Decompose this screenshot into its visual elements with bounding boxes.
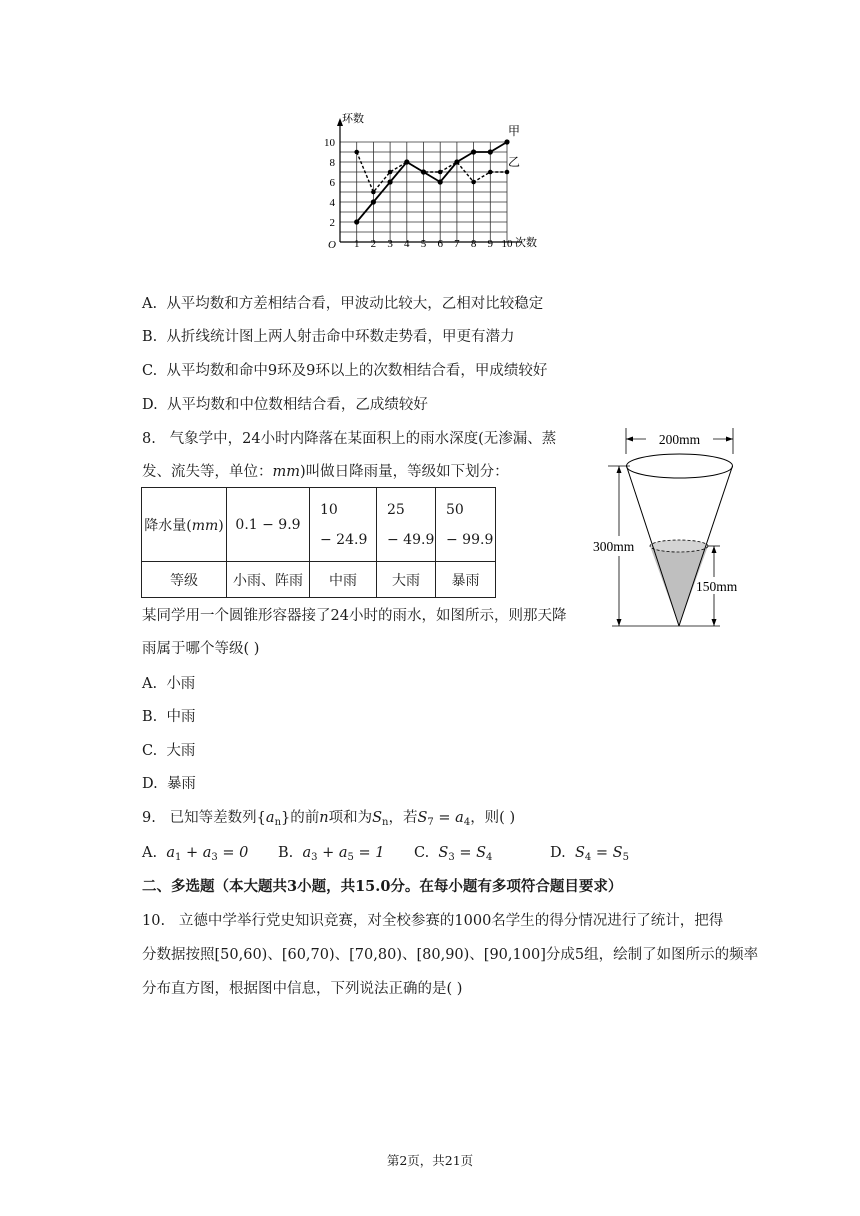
x-axis-label: 次数 — [515, 237, 537, 249]
table-head-rainfall: 降水量(mm) — [142, 488, 227, 562]
q10-stem-line3: 分布直方图，根据图中信息，下列说法正确的是( ) — [142, 981, 463, 997]
q8-option-a: A. 小雨 — [142, 676, 196, 692]
shooting-line-chart — [316, 108, 548, 256]
cone-water-height-label: 150mm — [696, 579, 738, 594]
q10-stem-line1: 10. 立德中学举行党史知识竞赛，对全校参赛的1000名学生的得分情况进行了统计，把得 — [142, 913, 724, 929]
cone-container-diagram — [590, 424, 760, 634]
y-tick-label: 10 — [324, 137, 335, 149]
cone-top-width-label: 200mm — [658, 432, 701, 447]
q10-stem-line2: 分数据按照[50,60)、[60,70)、[70,80)、[80,90)、[90,100]分成5组，绘制了如图所示的频率 — [142, 947, 759, 963]
table-grade-3: 大雨 — [377, 562, 436, 598]
x-tick-label: 10 — [501, 238, 513, 250]
table-grade-1: 小雨、阵雨 — [227, 562, 310, 598]
series-yi-label: 乙 — [508, 155, 521, 169]
series-jia-point — [488, 149, 493, 154]
q9-stem: 9. 已知等差数列$\{a_n\}$的前n项和为$S_n$，若$S_7 = a_4$，则( ) — [142, 810, 516, 828]
section-heading-multiple-choice: 二、多选题（本大题共3小题，共15.0分。在每小题有多项符合题目要求） — [142, 878, 623, 895]
x-tick-label: 9 — [487, 238, 494, 250]
series-yi-point — [405, 160, 410, 165]
series-jia-point — [438, 179, 443, 184]
x-tick-label: 4 — [404, 238, 410, 250]
series-yi-point — [421, 170, 426, 175]
series-yi-point — [471, 180, 476, 185]
y-tick-label: 8 — [329, 157, 335, 169]
q8-stem-line3: 某同学用一个圆锥形容器接了24小时的雨水，如图所示，则那天降 — [142, 608, 567, 624]
q8-option-b: B. 中雨 — [142, 709, 196, 725]
x-tick-label: 1 — [353, 238, 360, 250]
series-jia-label: 甲 — [508, 124, 521, 138]
series-jia-point — [388, 179, 393, 184]
table-range-4: 50 − 99.9 — [436, 488, 496, 562]
q7-option-a: A. 从平均数和方差相结合看，甲波动比较大，乙相对比较稳定 — [142, 296, 544, 312]
table-grade-label: 等级 — [142, 562, 227, 598]
cone-height-label: 300mm — [593, 539, 635, 554]
q9-option-d: D. $S_4 = S_5$ — [550, 845, 629, 863]
x-tick-label: 8 — [470, 238, 477, 250]
series-jia-point — [504, 139, 509, 144]
x-tick-label: 2 — [370, 238, 377, 250]
series-jia-point — [354, 219, 359, 224]
y-tick-label: 2 — [329, 217, 335, 229]
q7-option-c: C. 从平均数和命中9环及9环以上的次数相结合看，甲成绩较好 — [142, 363, 548, 379]
q8-stem-line1: 8. 气象学中，24小时内降落在某面积上的雨水深度(无渗漏、蒸 — [142, 431, 557, 447]
table-grade-2: 中雨 — [310, 562, 377, 598]
series-yi-point — [388, 170, 393, 175]
y-tick-label: 6 — [329, 177, 335, 189]
table-range-2: 10 − 24.9 — [310, 488, 377, 562]
series-yi-point — [488, 170, 493, 175]
q7-option-b: B. 从折线统计图上两人射击命中环数走势看，甲更有潜力 — [142, 329, 515, 345]
table-grade-4: 暴雨 — [436, 562, 496, 598]
series-yi-point — [505, 170, 510, 175]
x-tick-label: 6 — [437, 238, 443, 250]
q7-option-d: D. 从平均数和中位数相结合看，乙成绩较好 — [142, 397, 428, 413]
origin-label: O — [328, 239, 336, 251]
series-yi-point — [371, 190, 376, 195]
x-tick-label: 5 — [420, 238, 427, 250]
x-tick-label: 7 — [454, 238, 460, 250]
series-yi-point — [354, 150, 359, 155]
series-jia-point — [471, 149, 476, 154]
series-yi-point — [455, 160, 460, 165]
q8-stem-line4: 雨属于哪个等级( ) — [142, 641, 260, 657]
rainfall-grade-table — [141, 487, 496, 598]
q9-option-a: A. $a_1 + a_3 = 0$ — [142, 845, 249, 863]
q9-option-c: C. $S_3 = S_4$ — [414, 845, 493, 863]
page-footer: 第2页，共21页 — [386, 1153, 474, 1168]
table-range-3: 25 − 49.9 — [377, 488, 436, 562]
table-range-1: 0.1 − 9.9 — [227, 488, 310, 562]
q8-stem-line2: 发、流失等，单位：mm)叫做日降雨量，等级如下划分： — [142, 464, 509, 480]
y-axis-label: 环数 — [342, 113, 364, 125]
series-jia-point — [371, 199, 376, 204]
q9-option-b: B. $a_3 + a_5 = 1$ — [278, 845, 385, 863]
q8-option-c: C. 大雨 — [142, 743, 196, 759]
q8-option-d: D. 暴雨 — [142, 776, 196, 792]
x-tick-label: 3 — [387, 238, 393, 250]
y-tick-label: 4 — [329, 197, 335, 209]
series-yi-point — [438, 170, 443, 175]
